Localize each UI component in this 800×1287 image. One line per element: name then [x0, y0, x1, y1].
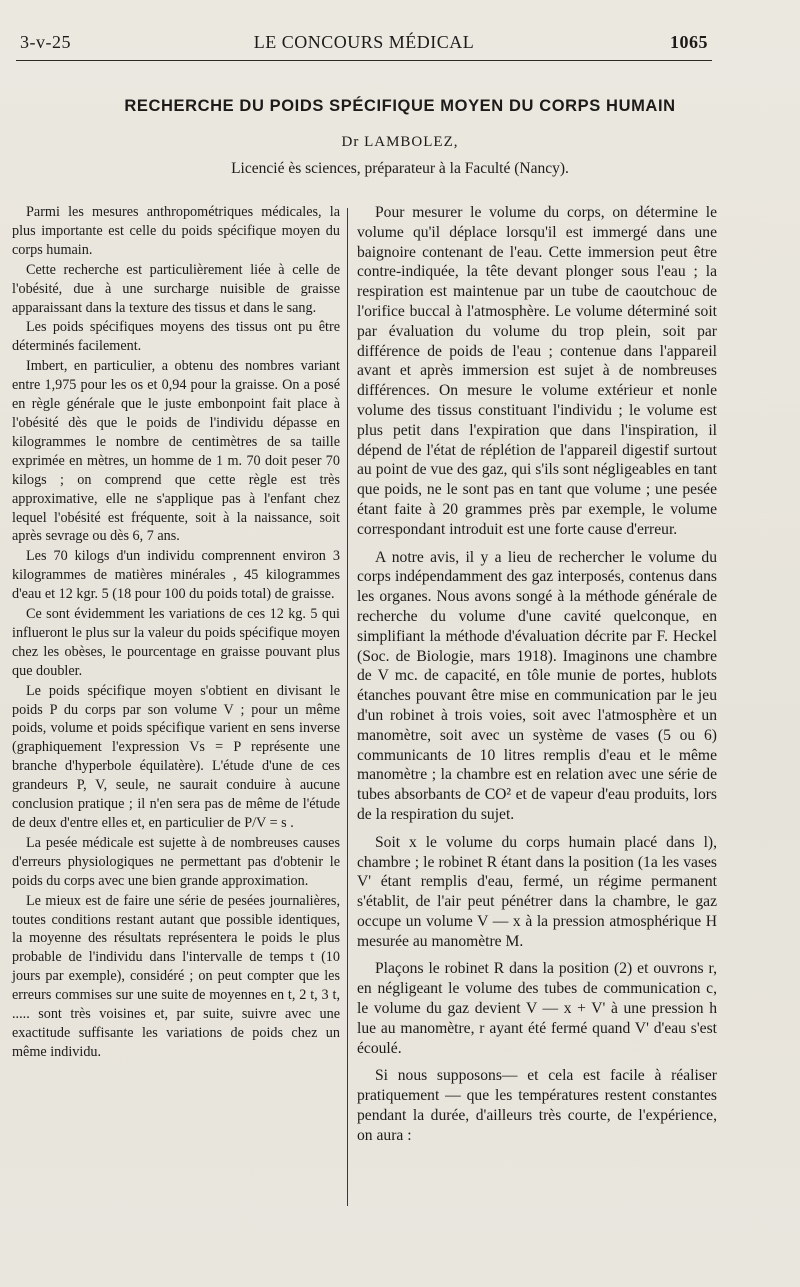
paragraph: Le mieux est de faire une série de pesées journalières, toutes conditions restant autant que possible identiques, la moyenne des résultats représentera le poids le plus probable de l'individu dans l'intervalle de temps t (10 jours par exemple), considéré ; on peut compter que les erreurs commises sur une suite de moyennes en t, 2 t, 3 t, ..... sont très voisines et, par suite, suivre avec une exactitude suffisante les variations de poids chez un même individu.: [12, 892, 340, 1060]
paragraph: La pesée médicale est sujette à de nombreuses causes d'erreurs physiologiques ne permettant pas d'obtenir le poids du corps avec une bien grande approximation.: [12, 834, 340, 889]
paragraph: Soit x le volume du corps humain placé dans l), chambre ; le robinet R étant dans la position (1a les vases V' étant remplis d'eau, fermé, un régime permanent s'établit, de l'air peut pénétrer dans la chambre, le gaz occupe un volume V — x à la pression atmosphérique H mesurée au manomètre M.: [357, 833, 717, 950]
article-author: Dr LAMBOLEZ,: [341, 134, 459, 150]
running-header: [16, 30, 712, 61]
paragraph: Plaçons le robinet R dans la position (2) et ouvrons r, en négligeant le volume des tubes de communication c, le volume du gaz devient V — x + V' à une pression h lue au manomètre, r ayant été fermé quand V' d'eau s'est écoulé.: [357, 960, 717, 1057]
paragraph: Pour mesurer le volume du corps, on détermine le volume qu'il déplace lorsqu'il est immergé dans une baignoire contenant de l'eau. Cette immersion peut être contre-indiquée, la tête devant plonger sous l'eau ; la respiration est maintenue par un tube de caoutchouc de l'orifice buccal à l'atmosphère. Le volume déterminé soit par évaluation du volume du trop plein, soit par différence de poids de l'eau ; contenue dans l'appareil avant et après immersion est sujet à de nombreuses différences. On mesure le volume extérieur et nonle volume des tissus constituant l'individu ; le volume est plus petit dans l'expiration que dans l'inspiration, il dépend de l'état de réplétion de l'appareil digestif surtout au point de vue des gaz, qui s'ils sont négligeables en tant que poids, ne le sont pas en tant que volume ; une pesée étant faite à 20 grammes près par exemple, le volume correspondant introduit est une forte cause d'erreur.: [357, 204, 717, 538]
journal-name: LE CONCOURS MÉDICAL: [253, 32, 475, 52]
column-divider: [347, 208, 348, 1206]
article-title: RECHERCHE DU POIDS SPÉCIFIQUE MOYEN DU CORPS HUMAIN: [124, 97, 676, 115]
right-column: [357, 203, 717, 1146]
paragraph: Les poids spécifiques moyens des tissus ont pu être déterminés facilement.: [12, 319, 340, 355]
paragraph: Si nous supposons— et cela est facile à réaliser pratiquement — que les températures restent constantes pendant la durée, d'ailleurs très courte, de l'expérience, on aura :: [357, 1067, 717, 1144]
paragraph: Parmi les mesures anthropométriques médicales, la plus importante est celle du poids spécifique moyen du corps humain.: [12, 204, 340, 258]
paragraph: Le poids spécifique moyen s'obtient en divisant le poids P du corps par son volume V ; pour un même poids, volume et poids spécifique varient en sens inverse (graphiquement l'expression Vs = P représente une branche d'hyperbole équilatère). L'étude d'une de ces grandeurs P, V, seule, ne saurait conduire à aucune conclusion pratique ; il n'en sera pas de même de l'étude de deux d'entre elles et, en particulier de P/V = s .: [12, 682, 340, 831]
paragraph: Les 70 kilogs d'un individu comprennent environ 3 kilogrammes de matières minérales , 45 kilogrammes d'eau et 12 kgr. 5 (18 pour 100 du poids total) de graisse.: [12, 548, 340, 603]
paragraph: Imbert, en particulier, a obtenu des nombres variant entre 1,975 pour les os et 0,94 pour la graisse. On a posé en règle générale que le juste embonpoint fait place à l'obésité dès que le poids de l'individu dépasse en kilogrammes le nombre de centimètres de sa taille exprimée en mètres, un homme de 1 m. 70 doit peser 70 kilogs ; on comprend que cette règle est très approximative, elle ne s'applique pas à l'enfant chez lequel l'obésité est fréquente, soit à la naissance, soit après sevrage ou dès 6, 7 ans.: [12, 358, 340, 545]
author-affiliation: Licencié ès sciences, préparateur à la Faculté (Nancy).: [231, 160, 569, 177]
paragraph: Ce sont évidemment les variations de ces 12 kg. 5 qui influeront le plus sur la valeur du poids spécifique moyen chez les obèses, le pourcentage en graisse pouvant plus que doubler.: [12, 606, 340, 679]
paragraph: A notre avis, il y a lieu de rechercher le volume du corps indépendamment des gaz interposés, contenus dans les organes. Nous avons songé à la méthode générale de recherche du volume d'une cavité quelconque, en simplifiant la méthode d'évaluation décrite par F. Heckel (Soc. de Biologie, mars 1918). Imaginons une chambre de V mc. de capacité, en tôle munie de portes, hublots étanches pouvant être mise en communication par le jeu d'un robinet à trois voies, soit avec l'atmosphère et un manomètre, soit avec un système de vases (5 ou 6) communicants de 10 litres remplis d'eau et le même manomètre ; la chambre est en relation avec une série de tubes absorbants de CO² et de vapeur d'eau produits, lors de la respiration du sujet.: [357, 548, 717, 823]
paragraph: Cette recherche est particulièrement liée à celle de l'obésité, due à une surcharge nuisible de graisse apparaissant dans la texture des tissus et dans le sang.: [12, 261, 340, 316]
issue-date: 3-v-25: [20, 32, 71, 52]
left-column: [12, 203, 340, 1062]
page-number: 1065: [670, 32, 708, 52]
